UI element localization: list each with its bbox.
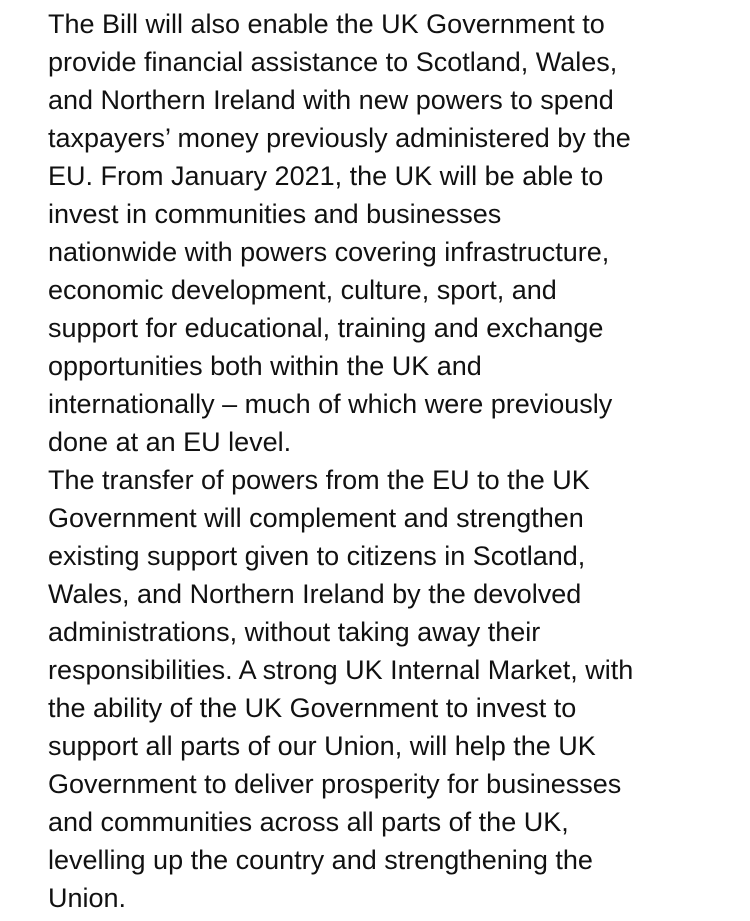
text-line: Wales, and Northern Ireland by the devolved — [48, 579, 582, 609]
text-line: The transfer of powers from the EU to the UK — [48, 465, 590, 495]
text-line: internationally – much of which were previously — [48, 389, 613, 419]
text-line: responsibilities. A strong UK Internal Market, with — [48, 655, 634, 685]
text-line: support for educational, training and exchange — [48, 313, 604, 343]
text-line: and Northern Ireland with new powers to spend — [48, 85, 614, 115]
paragraph-financial-assistance — [48, 5, 738, 461]
text-line: invest in communities and businesses — [48, 199, 502, 229]
text-line: opportunities both within the UK and — [48, 351, 482, 381]
text-line: and communities across all parts of the UK, — [48, 807, 569, 837]
text-line: administrations, without taking away their — [48, 617, 541, 647]
text-line: levelling up the country and strengthening the — [48, 845, 593, 875]
text-line: Union. — [48, 883, 127, 913]
text-line: the ability of the UK Government to invest to — [48, 693, 577, 723]
text-line: nationwide with powers covering infrastructure, — [48, 237, 610, 267]
text-line: The Bill will also enable the UK Government to — [48, 9, 605, 39]
text-line: existing support given to citizens in Scotland, — [48, 541, 586, 571]
text-line: Government to deliver prosperity for businesses — [48, 769, 622, 799]
text-line: provide financial assistance to Scotland, Wales, — [48, 47, 618, 77]
document-body — [48, 5, 738, 917]
text-line: done at an EU level. — [48, 427, 292, 457]
text-line: support all parts of our Union, will help the UK — [48, 731, 596, 761]
text-line: economic development, culture, sport, and — [48, 275, 557, 305]
text-line: taxpayers’ money previously administered by the — [48, 123, 631, 153]
text-line: Government will complement and strengthen — [48, 503, 584, 533]
paragraph-transfer-of-powers — [48, 461, 738, 917]
text-line: EU. From January 2021, the UK will be able to — [48, 161, 604, 191]
